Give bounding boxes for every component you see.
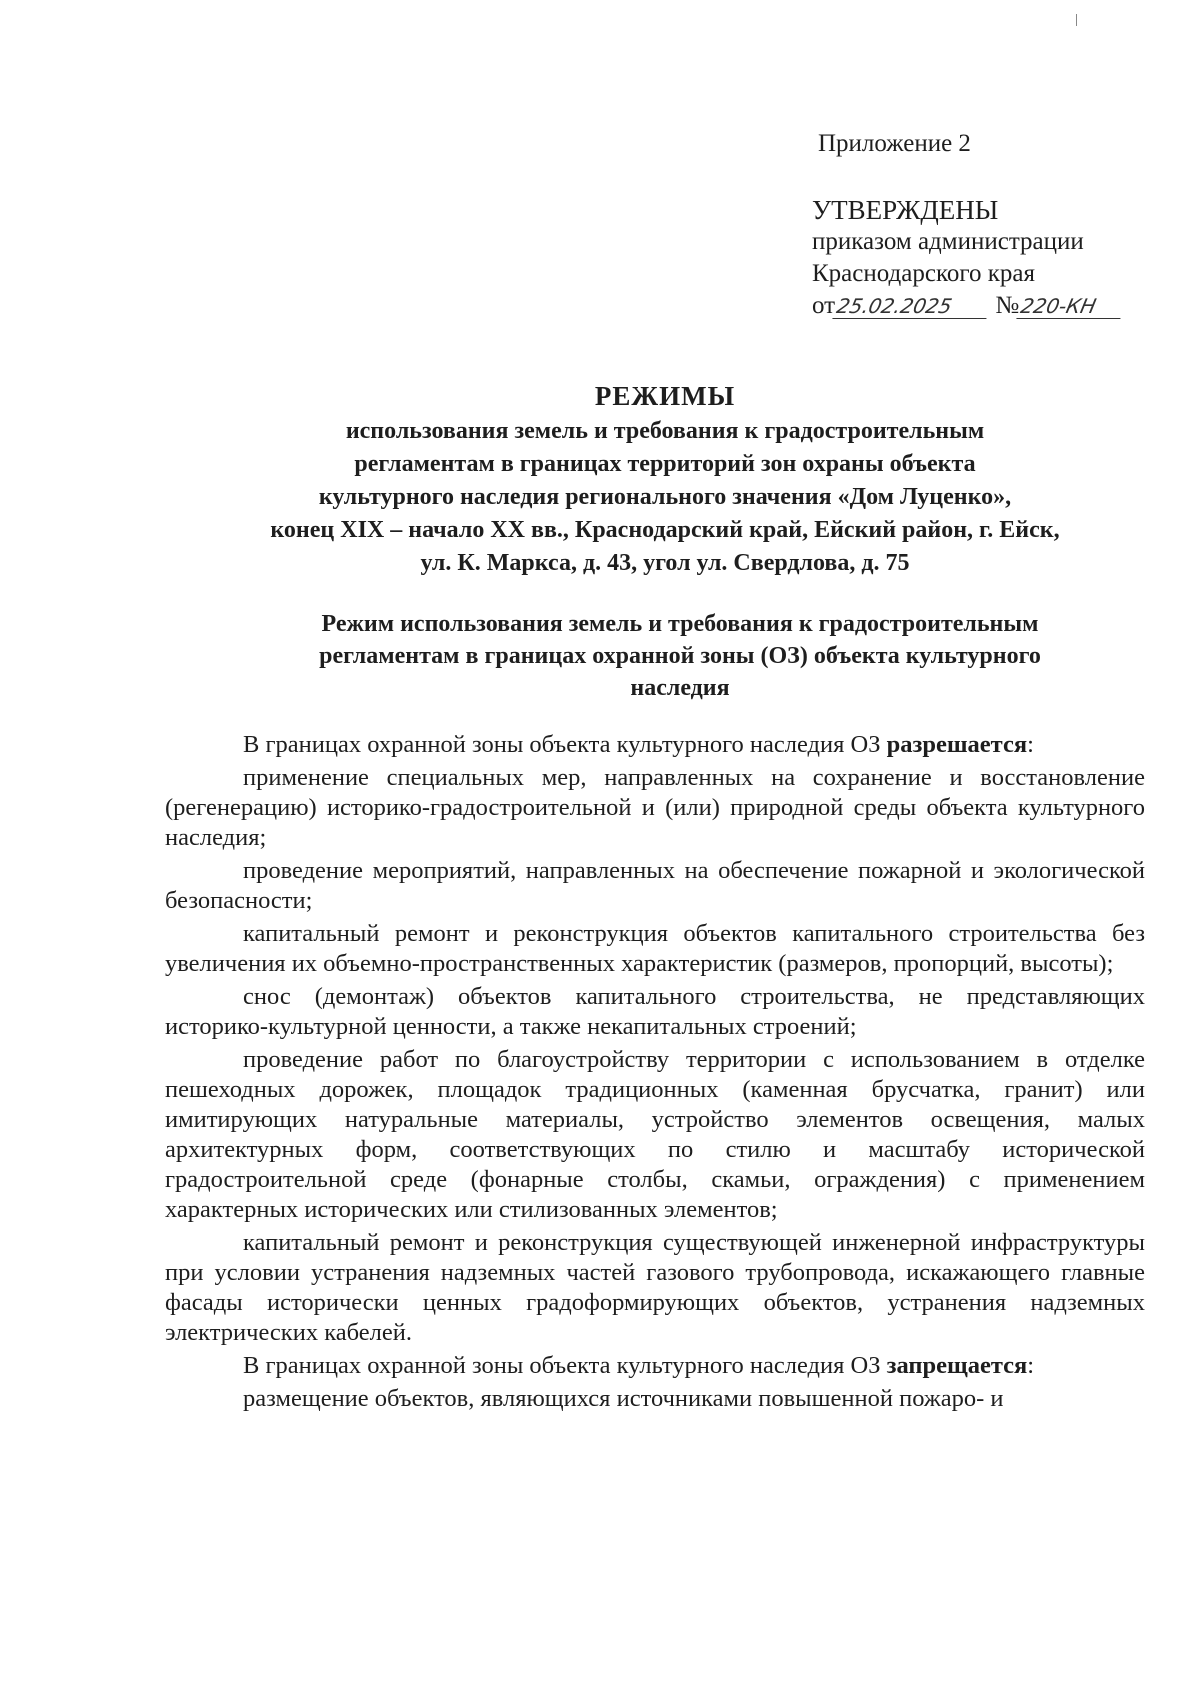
allowed-item: проведение работ по благоустройству территории с использованием в отделке пешеходных дорожек, площадок традиционных (каменная брусчатка, гранит) или имитирующих натуральные материалы, устройство элементов освещения, малых архитектурных форм, соответствующих по стилю и масштабу исторической градостроительной среде (фонарные столбы, скамьи, ограждения) с применением характерных исторических или стилизованных элементов; [165, 1046, 1145, 1223]
scan-mark [1076, 14, 1077, 26]
allowed-item: снос (демонтаж) объектов капитального строительства, не представляющих историко-культурной ценности, а также некапитальных строений; [165, 983, 1145, 1040]
forbidden-item: размещение объектов, являющихся источниками повышенной пожаро- и [243, 1385, 1004, 1412]
title-line: конец XIX – начало XX вв., Краснодарский край, Ейский район, г. Ейск, [270, 517, 1060, 543]
section-title [220, 608, 1140, 704]
allowed-item: проведение мероприятий, направленных на обеспечение пожарной и экологической безопасности; [165, 857, 1145, 914]
number-label: № [995, 292, 1020, 319]
approval-date-number-line [812, 290, 1172, 322]
allowed-intro-text: В границах охранной зоны объекта культурного наследия ОЗ [243, 731, 881, 758]
main-title: РЕЖИМЫ [594, 381, 736, 411]
section-title-line: регламентам в границах охранной зоны (ОЗ) объекта культурного [319, 643, 1041, 669]
title-line: регламентам в границах территорий зон охраны объекта [354, 451, 976, 477]
approval-block [812, 128, 1172, 322]
body-text [165, 730, 1145, 1417]
approved-heading: УТВЕРЖДЕНЫ [812, 195, 999, 225]
title-line: использования земель и требования к градостроительным [345, 418, 985, 444]
title-line: культурного наследия регионального значения «Дом Луценко», [318, 484, 1012, 510]
handwritten-date: 25.02.2025 [832, 294, 991, 319]
allowed-keyword: разрешается [886, 731, 1028, 758]
allowed-intro-paragraph: В границах охранной зоны объекта культурного наследия ОЗ разрешается: [243, 731, 1034, 758]
approval-line-1: приказом администрации [812, 228, 1084, 255]
allowed-item: применение специальных мер, направленных на сохранение и восстановление (регенерацию) историко-градостроительной и (или) природной среды объекта культурного наследия; [165, 764, 1145, 851]
forbidden-intro-text: В границах охранной зоны объекта культурного наследия ОЗ [243, 1352, 881, 1379]
document-title [190, 380, 1140, 580]
appendix-label: Приложение 2 [818, 130, 971, 157]
approval-line-2: Краснодарского края [812, 260, 1035, 287]
allowed-item: капитальный ремонт и реконструкция объектов капитального строительства без увеличения их объемно-пространственных характеристик (размеров, пропорций, высоты); [165, 920, 1145, 977]
forbidden-keyword: запрещается [886, 1352, 1028, 1379]
allowed-item: капитальный ремонт и реконструкция существующей инженерной инфраструктуры при условии устранения надземных частей газового трубопровода, искажающего главные фасады исторически ценных градоформирующих объектов, устранения надземных электрических кабелей. [165, 1229, 1145, 1346]
handwritten-number: 220-КН [1017, 294, 1126, 319]
title-line: ул. К. Маркса, д. 43, угол ул. Свердлова, д. 75 [420, 550, 910, 576]
section-title-line: Режим использования земель и требования к градостроительным [321, 611, 1039, 637]
from-label: от [812, 292, 836, 319]
section-title-line: наследия [630, 675, 730, 701]
forbidden-intro-paragraph: В границах охранной зоны объекта культурного наследия ОЗ запрещается: [243, 1352, 1035, 1379]
